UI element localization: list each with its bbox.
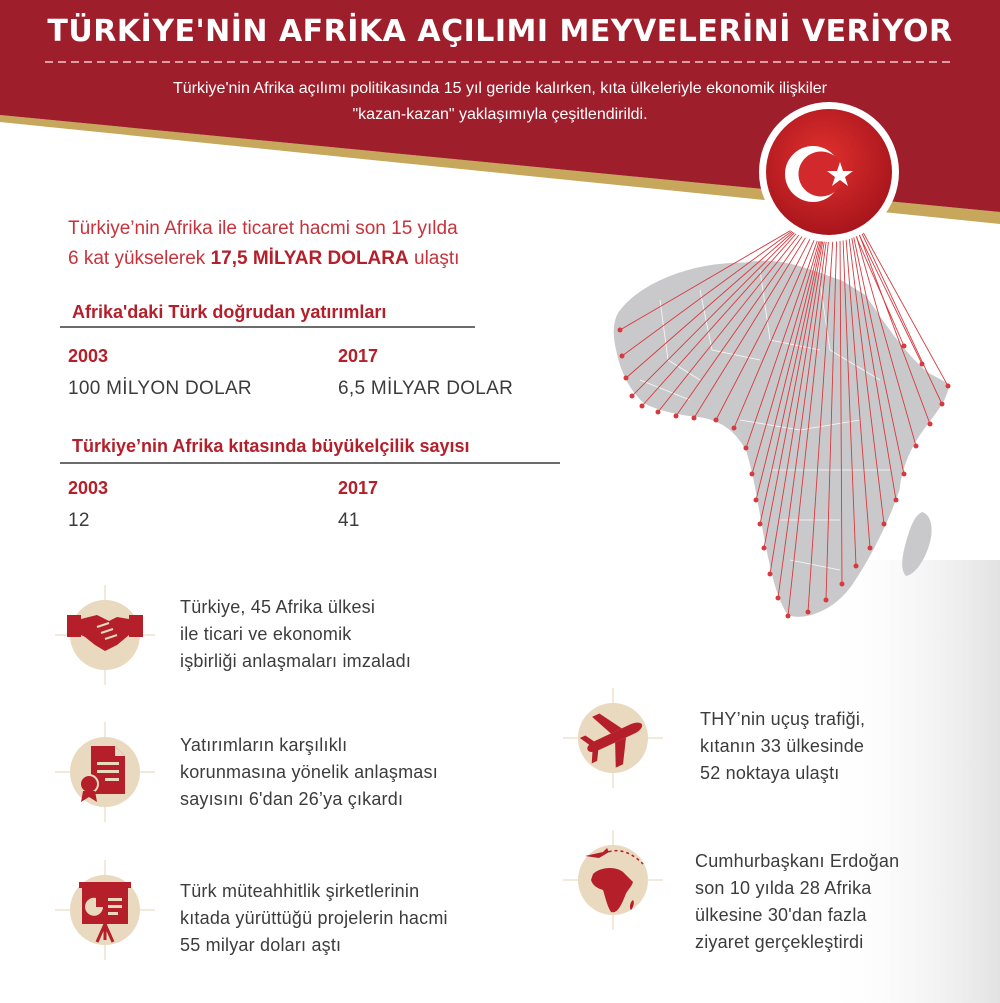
connection-dot [776, 596, 781, 601]
trade-line-2-prefix: 6 kat yükselerek [68, 248, 211, 269]
fact-line: 52 noktaya ulaştı [700, 763, 840, 783]
connection-dot [624, 376, 629, 381]
connection-dot [902, 472, 907, 477]
fact-line: korunmasına yönelik anlaşması [180, 762, 438, 782]
connection-dot [618, 328, 623, 333]
investments-value-2003: 100 MİLYON DOLAR [68, 378, 252, 399]
africa-plane-icon [563, 830, 663, 930]
fact-line: ile ticari ve ekonomik [180, 624, 352, 644]
fact-line: son 10 yılda 28 Afrika [695, 878, 872, 898]
handshake-icon [55, 585, 155, 685]
fact-construction-projects [180, 878, 448, 959]
connection-dot [762, 546, 767, 551]
fact-line: Yatırımların karşılıklı [180, 735, 348, 755]
fact-line: ülkesine 30'dan fazla [695, 905, 867, 925]
connection-dot [692, 416, 697, 421]
connection-dot [882, 522, 887, 527]
subtitle-line-1: Türkiye'nin Afrika açılımı politikasında 15 yıl geride kalırken, kıta ülkeleriyle ekonomik ilişkiler [173, 80, 827, 97]
connection-dot [940, 402, 945, 407]
investments-heading: Afrika'daki Türk doğrudan yatırımları [72, 302, 387, 322]
fact-investment-protection [180, 732, 438, 813]
connection-dot [750, 472, 755, 477]
connection-dot [946, 384, 951, 389]
embassies-year-2003: 2003 [68, 478, 109, 498]
fact-line: kıtada yürüttüğü projelerin hacmi [180, 908, 448, 928]
fact-erdogan-visits [695, 848, 899, 956]
fact-line: sayısını 6'dan 26’ya çıkardı [180, 789, 404, 809]
fact-line: Türkiye, 45 Afrika ülkesi [180, 597, 376, 617]
connection-dot [806, 610, 811, 615]
page-title: TÜRKİYE'NİN AFRİKA AÇILIMI MEYVELERİNİ VERİYOR [47, 14, 953, 49]
fact-line: Türk müteahhitlik şirketlerinin [180, 881, 420, 901]
trade-volume-text [68, 214, 588, 274]
connection-dot [656, 410, 661, 415]
investments-year-2003: 2003 [68, 346, 109, 366]
certificate-document-icon [55, 722, 155, 822]
presentation-board-icon [55, 860, 155, 960]
connection-dot [920, 362, 925, 367]
fact-line: THY’nin uçuş trafiği, [700, 709, 866, 729]
connection-dot [868, 546, 873, 551]
connection-dot [758, 522, 763, 527]
connection-dot [786, 614, 791, 619]
connection-dot [840, 582, 845, 587]
trade-line-1: Türkiye’nin Afrika ile ticaret hacmi son 15 yılda [68, 218, 458, 239]
trade-line-2-suffix: ulaştı [408, 248, 460, 269]
connection-dot [744, 446, 749, 451]
fact-line: işbirliği anlaşmaları imzaladı [180, 651, 412, 671]
connection-dot [824, 598, 829, 603]
fact-thy-flights [700, 706, 865, 787]
investments-value-2017: 6,5 MİLYAR DOLAR [338, 378, 514, 399]
trade-highlight: 17,5 MİLYAR DOLARA [210, 248, 409, 269]
connection-dot [914, 444, 919, 449]
embassies-value-2017: 41 [338, 510, 360, 531]
connection-dot [674, 414, 679, 419]
fact-line: 55 milyar doları aştı [180, 935, 342, 955]
connection-dot [854, 564, 859, 569]
embassies-year-2017: 2017 [338, 478, 379, 498]
subtitle-line-2: "kazan-kazan" yaklaşımıyla çeşitlendirildi. [352, 106, 648, 123]
connection-dot [928, 422, 933, 427]
connection-dot [620, 354, 625, 359]
fact-line: kıtanın 33 ülkesinde [700, 736, 865, 756]
embassies-value-2003: 12 [68, 510, 90, 531]
embassies-heading: Türkiye’nin Afrika kıtasında büyükelçilik sayısı [72, 436, 470, 456]
connection-dot [768, 572, 773, 577]
fact-line: ziyaret gerçekleştirdi [695, 932, 864, 952]
connection-dot [640, 404, 645, 409]
fact-line: Cumhurbaşkanı Erdoğan [695, 851, 900, 871]
fact-trade-agreements [180, 594, 411, 675]
airplane-icon [563, 688, 663, 788]
connection-dot [732, 426, 737, 431]
connection-dot [714, 418, 719, 423]
investments-year-2017: 2017 [338, 346, 379, 366]
connection-dot [902, 344, 907, 349]
connection-dot [894, 498, 899, 503]
connection-dot [630, 394, 635, 399]
trade-line-2 [68, 244, 588, 274]
page-subtitle [80, 76, 920, 128]
connection-dot [754, 498, 759, 503]
